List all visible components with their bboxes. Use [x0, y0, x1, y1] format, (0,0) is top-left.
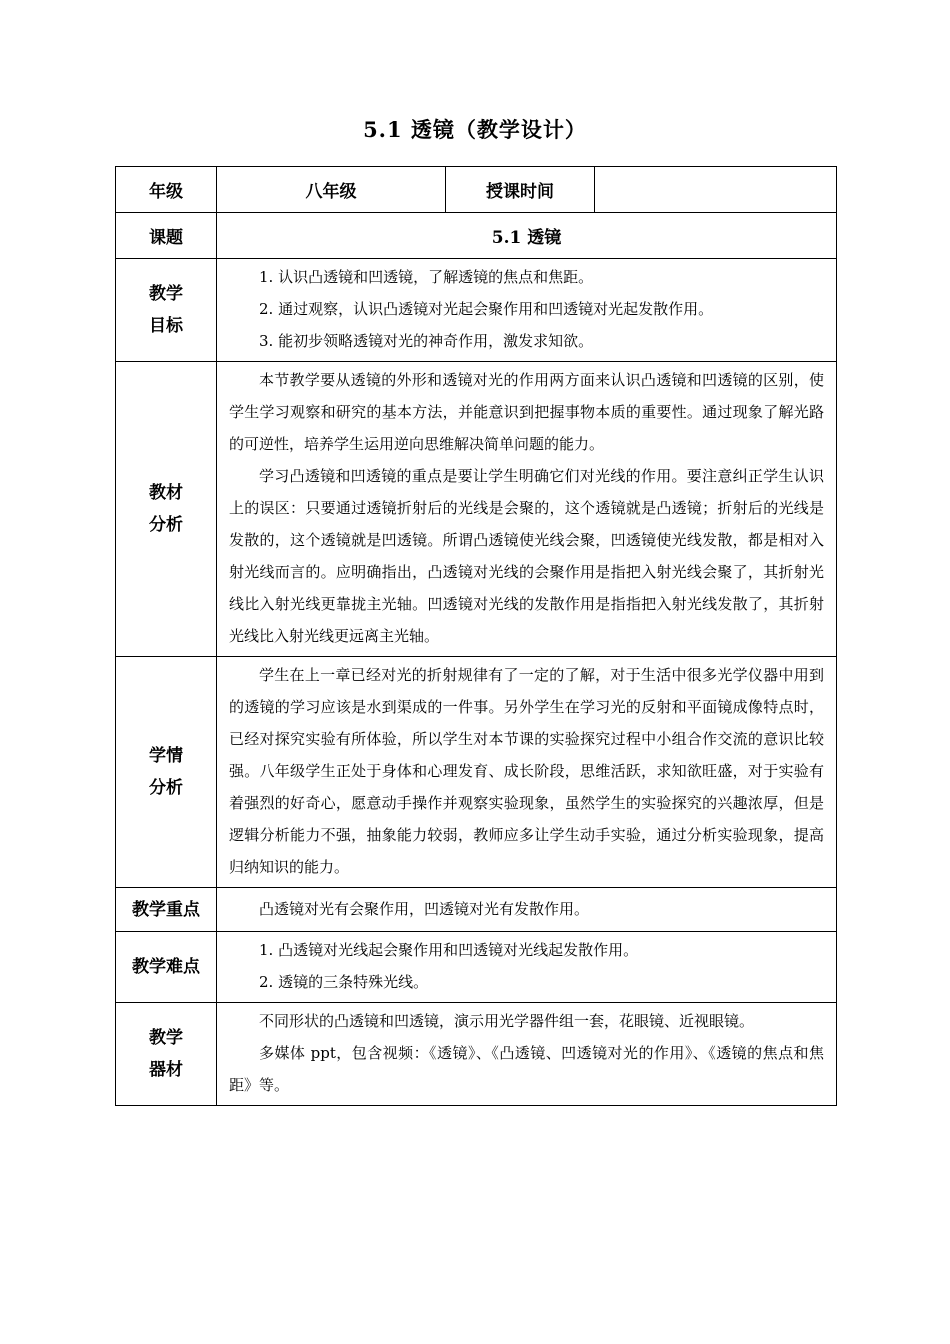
row-grade	[116, 167, 837, 213]
topic-value: 5.1 透镜	[217, 213, 837, 259]
objectives-content	[217, 259, 837, 362]
objectives-label-line2: 目标	[149, 316, 183, 336]
material-analysis-label-line2: 分析	[149, 515, 183, 535]
objectives-label-line1: 教学	[149, 284, 183, 304]
time-label: 授课时间	[446, 167, 595, 213]
equipment-paragraph: 多媒体 ppt，包含视频：《透镜》、《凸透镜、凹透镜对光的作用》、《透镜的焦点和焦距》等。	[229, 1044, 824, 1094]
row-equipment	[116, 1003, 837, 1106]
equipment-label	[116, 1003, 217, 1106]
objectives-label	[116, 259, 217, 362]
student-analysis-label-line2: 分析	[149, 778, 183, 798]
key-points-content	[217, 888, 837, 932]
difficulties-label: 教学难点	[116, 932, 217, 1003]
row-objectives	[116, 259, 837, 362]
row-student-analysis	[116, 657, 837, 888]
student-analysis-paragraph: 学生在上一章已经对光的折射规律有了一定的了解，对于生活中很多光学仪器中用到的透镜的学习应该是水到渠成的一件事。另外学生在学习光的反射和平面镜成像特点时，已经对探究实验有所体验，所以学生对本节课的实验探究过程中小组合作交流的意识比较强。八年级学生正处于身体和心理发育、成长阶段，思维活跃，求知欲旺盛，对于实验有着强烈的好奇心，愿意动手操作并观察实验现象，虽然学生的实验探究的兴趣浓厚，但是逻辑分析能力不强，抽象能力较弱，教师应多让学生动手实验，通过分析实验现象，提高归纳知识的能力。	[229, 666, 824, 876]
row-material-analysis	[116, 362, 837, 657]
key-points-text: 凸透镜对光有会聚作用，凹透镜对光有发散作用。	[259, 899, 590, 918]
row-key-points	[116, 888, 837, 932]
grade-label: 年级	[116, 167, 217, 213]
time-value	[595, 167, 837, 213]
objective-item: 3. 能初步领略透镜对光的神奇作用，激发求知欲。	[259, 332, 594, 350]
student-analysis-label	[116, 657, 217, 888]
lesson-plan-table	[115, 166, 837, 1106]
equipment-label-line2: 器材	[149, 1060, 183, 1080]
material-analysis-label-line1: 教材	[149, 483, 183, 503]
material-analysis-label	[116, 362, 217, 657]
grade-value: 八年级	[217, 167, 446, 213]
page-title: 5.1 透镜（教学设计）	[363, 117, 587, 142]
material-analysis-paragraph: 学习凸透镜和凹透镜的重点是要让学生明确它们对光线的作用。要注意纠正学生认识上的误区：只要通过透镜折射后的光线是会聚的，这个透镜就是凸透镜；折射后的光线是发散的，这个透镜就是凹透镜。所谓凸透镜使光线会聚，凹透镜使光线发散，都是相对入射光线而言的。应明确指出，凸透镜对光线的会聚作用是指把入射光线会聚了，其折射光线比入射光线更靠拢主光轴。凹透镜对光线的发散作用是指指把入射光线发散了，其折射光线比入射光线更远离主光轴。	[229, 467, 824, 645]
difficulty-item: 2. 透镜的三条特殊光线。	[259, 973, 429, 991]
topic-label: 课题	[116, 213, 217, 259]
difficulties-content	[217, 932, 837, 1003]
material-analysis-paragraph: 本节教学要从透镜的外形和透镜对光的作用两方面来认识凸透镜和凹透镜的区别，使学生学习观察和研究的基本方法，并能意识到把握事物本质的重要性。通过现象了解光路的可逆性，培养学生运用逆向思维解决简单问题的能力。	[229, 371, 824, 453]
row-topic	[116, 213, 837, 259]
row-difficulties	[116, 932, 837, 1003]
student-analysis-label-line1: 学情	[149, 746, 183, 766]
difficulty-item: 1. 凸透镜对光线起会聚作用和凹透镜对光线起发散作用。	[259, 941, 639, 959]
equipment-paragraph: 不同形状的凸透镜和凹透镜，演示用光学器件组一套，花眼镜、近视眼镜。	[259, 1012, 755, 1030]
equipment-label-line1: 教学	[149, 1028, 183, 1048]
material-analysis-content	[217, 362, 837, 657]
objective-item: 2. 通过观察，认识凸透镜对光起会聚作用和凹透镜对光起发散作用。	[259, 300, 714, 318]
student-analysis-content	[217, 657, 837, 888]
equipment-content	[217, 1003, 837, 1106]
objective-item: 1. 认识凸透镜和凹透镜，了解透镜的焦点和焦距。	[259, 268, 594, 286]
key-points-label: 教学重点	[116, 888, 217, 932]
